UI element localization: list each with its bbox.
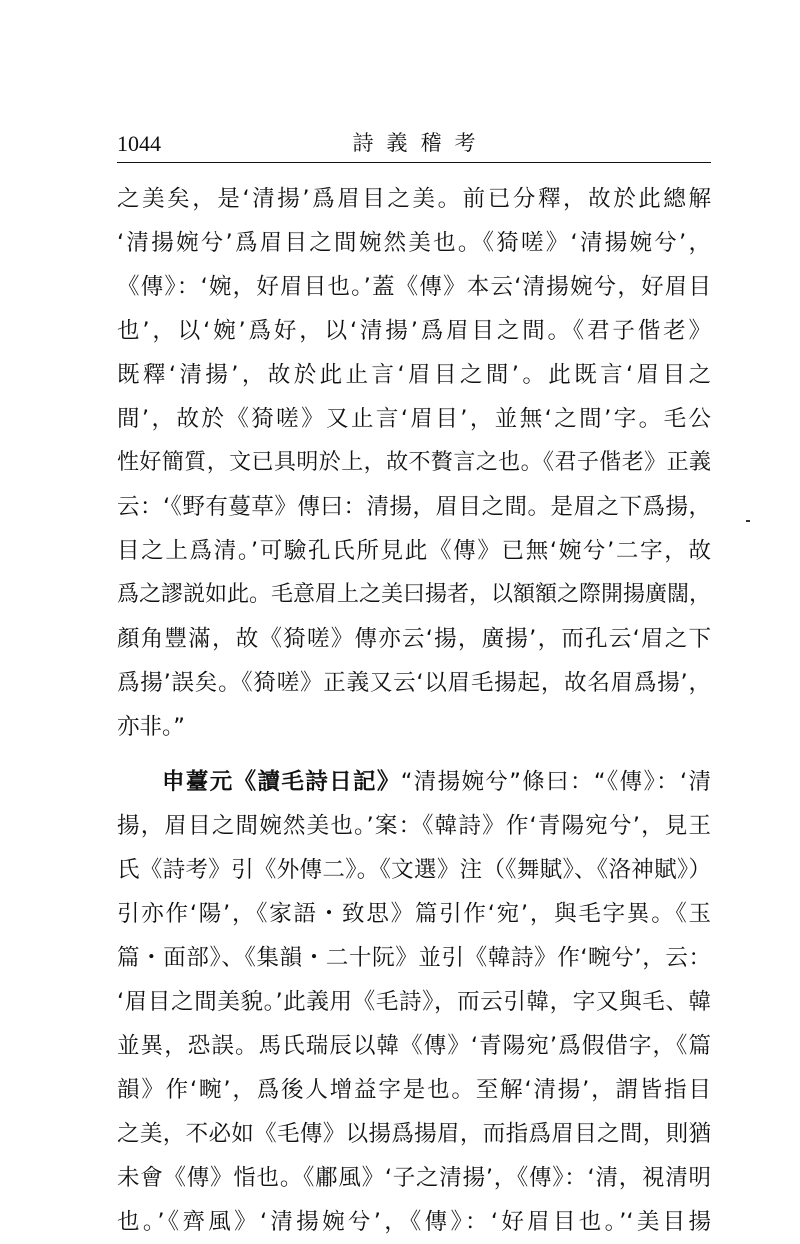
paragraph-2 [117, 760, 711, 1244]
text-line: 之美矣，是‘清揚’爲眉目之美。前已分釋，故於此總解 [117, 186, 711, 212]
text-line: 之美，不必如《毛傳》以揚爲揚眉，而指爲眉目之間，則猶 [117, 1121, 711, 1147]
text-line: 云：‘《野有蔓草》傳曰：清揚，眉目之間。是眉之下爲揚， [117, 494, 711, 520]
text-line: 韻》作‘畹’，爲後人增益字是也。至解‘清揚’，謂皆指目 [117, 1077, 711, 1103]
text-line: 揚，眉目之間婉然美也。’案：《韓詩》作‘青陽宛兮’，見王 [117, 813, 711, 839]
text-line: 顏角豐滿，故《猗嗟》傳亦云‘揚，廣揚’，而孔云‘眉之下 [117, 626, 711, 652]
text-line: 目之上爲清。’可驗孔氏所見此《傳》已無‘婉兮’二字，故 [117, 538, 711, 564]
first-line-rest: “清揚婉兮”條曰：“《傳》：‘清 [400, 769, 711, 795]
text-line: 亦非。” [117, 714, 185, 740]
text-line-first [117, 760, 711, 804]
body-text [117, 177, 711, 1244]
text-line: 爲揚’誤矣。《猗嗟》正義又云‘以眉毛揚起，故名眉爲揚’， [117, 670, 711, 696]
text-line: 爲之謬説如此。毛意眉上之美曰揚者，以額額之際開揚廣闊， [117, 582, 712, 607]
text-line: 篇・面部》、《集韻・二十阮》並引《韓詩》作‘畹兮’，云： [117, 945, 711, 971]
stray-print-mark [746, 520, 750, 522]
text-line: 未會《傳》恉也。《鄘風》‘子之清揚’，《傳》：‘清，視清明 [117, 1165, 711, 1191]
text-line: 性好簡質，文已具明於上，故不贅言之也。《君子偕老》正義 [117, 450, 711, 475]
text-line: 《傳》：‘婉，好眉目也。’蓋《傳》本云‘清揚婉兮，好眉目 [117, 274, 711, 300]
page-number: 1044 [117, 131, 161, 156]
author-lead: 申薹元《讀毛詩日記》 [162, 769, 401, 795]
page-header [117, 122, 711, 162]
text-line: 既釋‘清揚’，故於此止言‘眉目之間’。此既言‘眉目之 [117, 362, 711, 388]
text-line: 氏《詩考》引《外傳二》。《文選》注（《舞賦》、《洛神賦》） [117, 857, 711, 883]
text-line: 也’，以‘婉’爲好，以‘清揚’爲眉目之間。《君子偕老》 [117, 318, 711, 344]
text-line: 間’，故於《猗嗟》又止言‘眉目’，並無‘之間’字。毛公 [117, 406, 711, 432]
text-line: 也。’《齊風》‘清揚婉兮’，《傳》：‘好眉目也。’‘美目揚 [117, 1209, 711, 1235]
text-line: ‘眉目之間美貌。’此義用《毛詩》，而云引韓，字又與毛、韓 [117, 989, 711, 1015]
header-rule [117, 162, 711, 163]
text-line: 引亦作‘陽’，《家語・致思》篇引作‘宛’，與毛字異。《玉 [117, 901, 711, 927]
paragraph-1 [117, 177, 711, 749]
text-line: ‘清揚婉兮’爲眉目之間婉然美也。《猗嗟》‘清揚婉兮’， [117, 230, 711, 256]
running-title: 詩義稽考 [352, 131, 489, 155]
text-line: 並異，恐誤。馬氏瑞辰以韓《傳》‘青陽宛’爲假借字，《篇 [117, 1033, 711, 1059]
paragraph-gap [117, 749, 711, 760]
